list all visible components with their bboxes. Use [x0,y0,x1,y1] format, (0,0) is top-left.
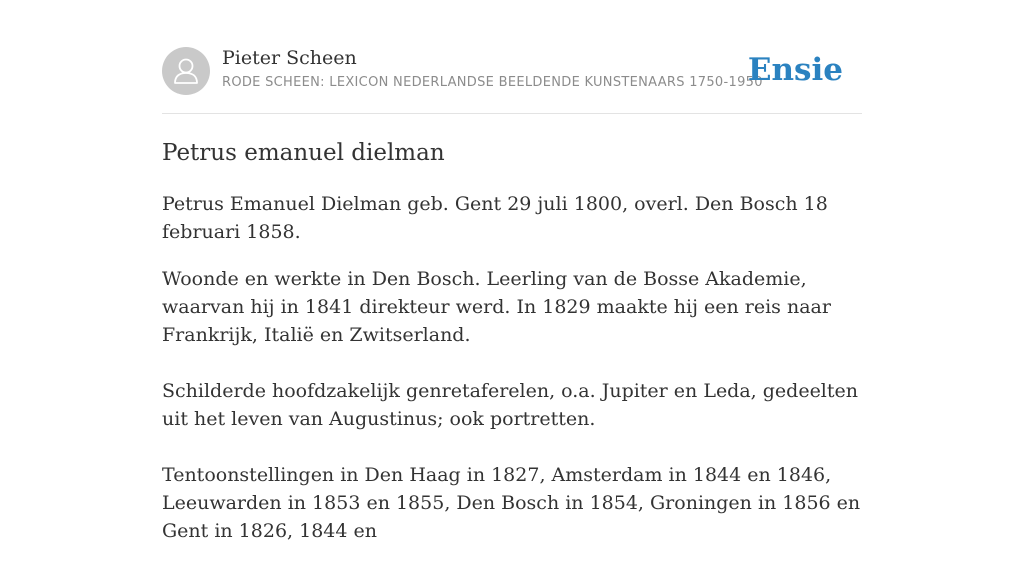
source-title[interactable]: RODE SCHEEN: LEXICON NEDERLANDSE BEELDENDE KUNSTENAARS 1750-1950 [222,75,763,90]
ensie-logo[interactable]: Ensie [747,52,843,88]
article-paragraph-career: Woonde en werkte in Den Bosch. Leerling van de Bosse Akademie, waarvan hij in 1841 direkteur werd. In 1829 maakte hij een reis naar Frankrijk, Italië en Zwitserland. [162,268,831,346]
author-avatar[interactable] [162,47,210,95]
article-paragraph-exhibitions: Tentoonstellingen in Den Haag in 1827, Amsterdam in 1844 en 1846, Leeuwarden in 1853 en 1855, Den Bosch in 1854, Groningen in 1856 en Gent in 1826, 1844 en [162,464,861,542]
article-paragraph-birth: Petrus Emanuel Dielman geb. Gent 29 juli 1800, overl. Den Bosch 18 februari 1858. [162,193,828,243]
user-silhouette-icon [162,47,210,95]
article-body [162,190,862,564]
article-title: Petrus emanuel dielman [162,140,445,166]
author-name[interactable]: Pieter Scheen [222,47,357,69]
header-divider [162,113,862,114]
article-paragraph-works: Schilderde hoofdzakelijk genretaferelen, o.a. Jupiter en Leda, gedeelten uit het leven van Augustinus; ook portretten. [162,380,859,430]
header [162,46,862,96]
